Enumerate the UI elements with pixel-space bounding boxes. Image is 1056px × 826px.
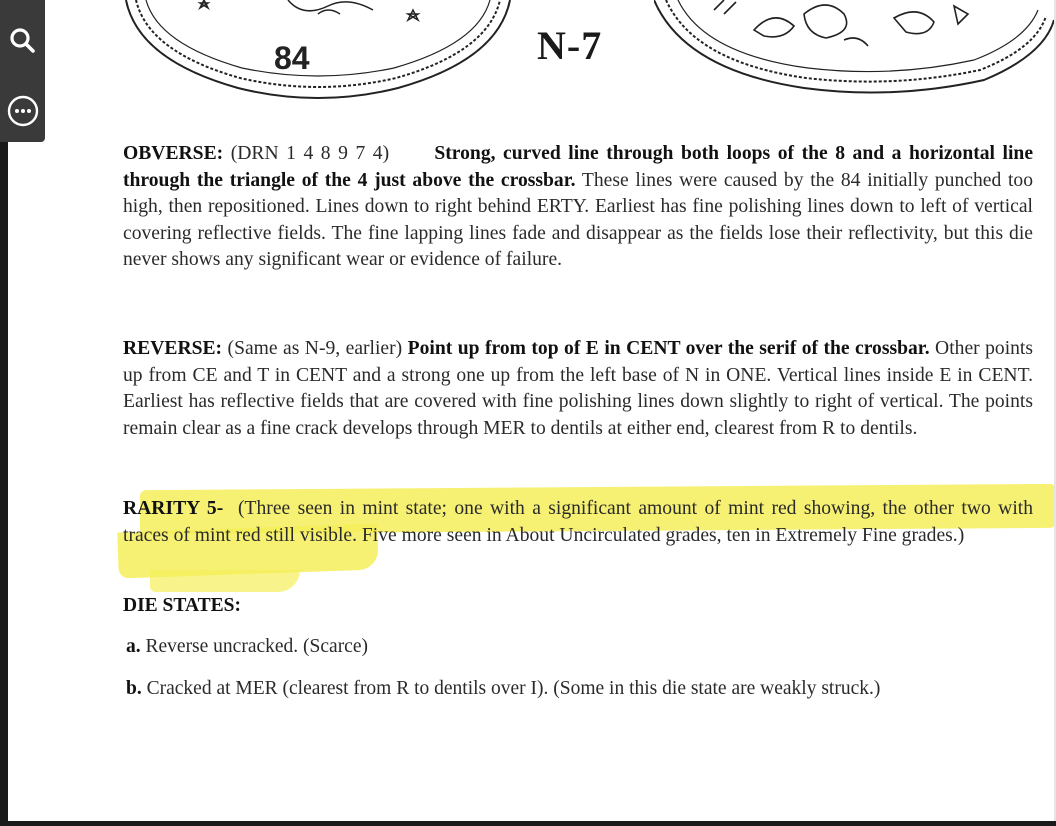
die-state-text: Cracked at MER (clearest from R to dentils over I). (Some in this die state are weakly struck.) <box>146 678 881 699</box>
obverse-bold-description: Strong, curved line through both loops of the 8 and a horizontal line through the triangle of the 4 just above the crossbar. <box>123 143 1034 191</box>
viewer-tool-panel <box>0 0 45 142</box>
reverse-heading: REVERSE: <box>123 338 223 359</box>
highlight-mark <box>150 570 300 592</box>
obverse-paragraph <box>123 141 1033 274</box>
more-button[interactable] <box>0 88 45 133</box>
die-state-letter: a. <box>126 636 141 657</box>
obverse-date-digits: 84 <box>274 40 310 76</box>
rarity-paragraph <box>123 496 1033 549</box>
reverse-bold-description: Point up from top of E in CENT over the serif of the crossbar. <box>407 338 930 359</box>
rarity-heading: RARITY 5- <box>123 498 224 519</box>
search-button[interactable] <box>0 18 45 63</box>
die-states-heading: DIE STATES: <box>123 595 241 616</box>
reverse-note: (Same as N-9, earlier) <box>227 338 403 359</box>
die-state-text: Reverse uncracked. (Scarce) <box>145 636 368 657</box>
reverse-paragraph <box>123 336 1033 442</box>
obverse-description: These lines were caused by the 84 initially punched too high, then repositioned. Lines down to right behind ERTY. Earliest has fine polishing lines down to left of vertical covering reflective fields. The fine lapping lines fade and disappear as the fields lose their reflectivity, but this die never shows any significant wear or evidence of failure. <box>123 169 1034 270</box>
obverse-coin-image <box>118 0 518 105</box>
more-icon <box>6 94 40 128</box>
die-label: N-7 <box>537 23 603 68</box>
die-state-letter: b. <box>126 678 142 699</box>
die-state-item <box>126 678 880 700</box>
reverse-coin-image <box>654 0 1054 105</box>
obverse-heading: OBVERSE: <box>123 143 224 164</box>
die-state-item <box>126 636 368 658</box>
reverse-description: Other points up from CE and T in CENT and a strong one up from the left base of N in ONE. Vertical lines inside E in CENT. Earliest has reflective fields that are covered with fine polishing lines down slightly to right of vertical. The points remain clear as a fine crack develops through MER to dentils at either end, clearest from R to dentils. <box>123 338 1034 439</box>
obverse-drn: (DRN 1 4 8 9 7 4) <box>230 143 390 164</box>
search-icon <box>8 26 38 56</box>
rarity-description: (Three seen in mint state; one with a significant amount of mint red showing, the other two with traces of mint red still visible. Five more seen in About Uncirculated grades, ten in Extremely Fine grades.) <box>123 498 1034 546</box>
bottom-edge-bar <box>0 821 1056 826</box>
